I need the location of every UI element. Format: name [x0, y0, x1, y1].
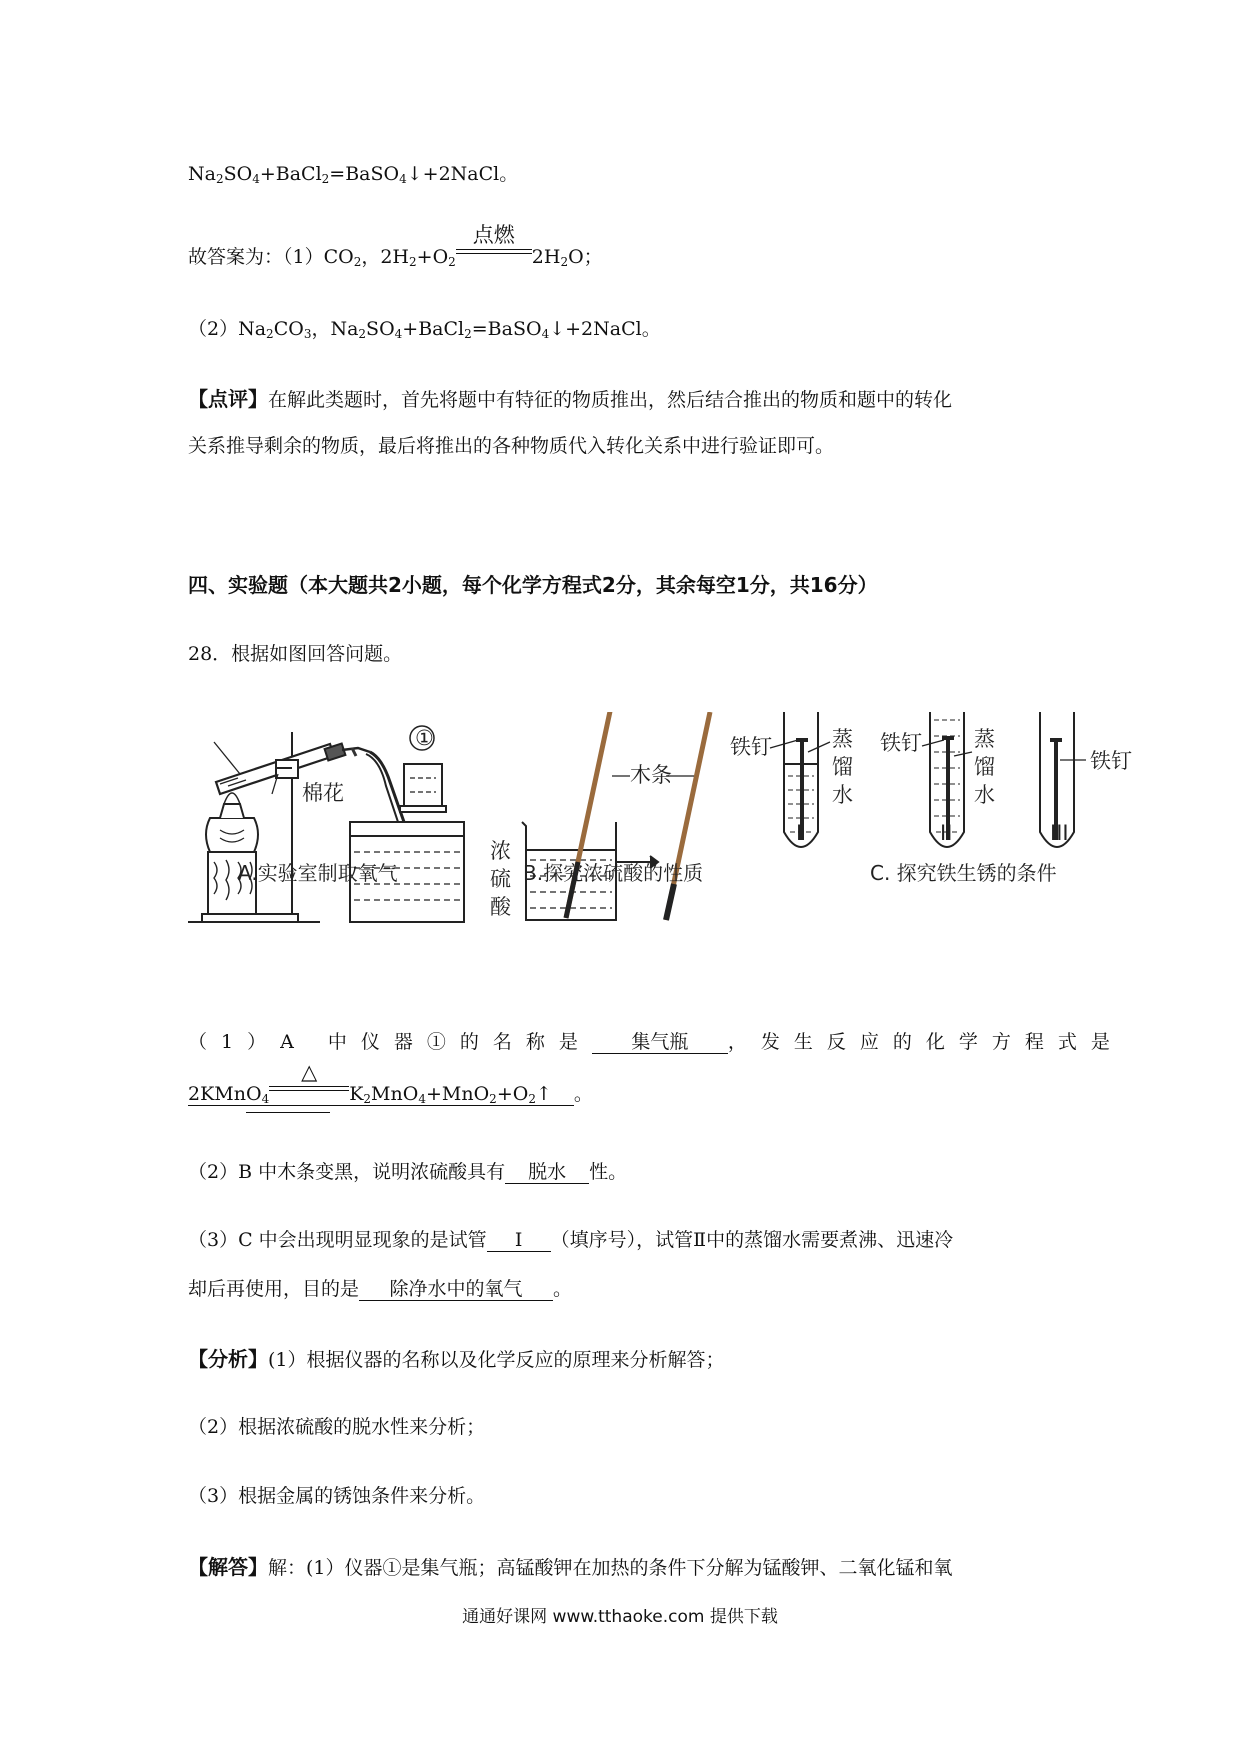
solution-tag: 【解答】 — [188, 1555, 268, 1579]
experiment-figure — [180, 712, 1240, 1002]
label-tube-2: II — [940, 821, 953, 845]
label-tube-3: III — [1050, 821, 1069, 845]
answer-3b-line: 却后再使用，目的是 除净水中的氧气 。 — [188, 1278, 573, 1300]
label-tube-1: I — [796, 821, 803, 845]
label-water-2a: 蒸 — [974, 727, 995, 751]
answer-1-equation: 2KMnO$_4$ △ $K_2MnO_4+MnO_2+O_2↑$ 。 — [188, 1060, 593, 1106]
answer-blank-4: 除净水中的氧气 — [359, 1280, 553, 1301]
review-tag: 【点评】 — [188, 387, 268, 411]
analysis-line-3: （3）根据金属的锈蚀条件来分析。 — [188, 1485, 486, 1507]
equation-underline-extra — [246, 1112, 330, 1113]
analysis-tag: 【分析】 — [188, 1347, 268, 1371]
review-line-1: 【点评】在解此类题时，首先将题中有特征的物质推出，然后结合推出的物质和题中的转化 — [188, 387, 953, 411]
label-water-1a: 蒸 — [832, 727, 853, 751]
label-acid-2: 硫 — [490, 867, 511, 891]
solution-line-1: 【解答】解：(1）仪器①是集气瓶；高锰酸钾在加热的条件下分解为锰酸钾、二氧化锰和氧 — [188, 1555, 953, 1579]
label-water-2c: 水 — [974, 783, 995, 807]
caption-c: C. 探究铁生锈的条件 — [870, 861, 1057, 885]
section-title: 四、实验题（本大题共2小题，每个化学方程式2分，其余每空1分，共16分） — [188, 573, 878, 597]
label-water-1c: 水 — [832, 783, 853, 807]
label-water-2b: 馏 — [974, 755, 995, 779]
page-footer: 通通好课网 www.tthaoke.com 提供下载 — [462, 1607, 778, 1627]
caption-b: B.探究浓硫酸的性质 — [523, 861, 704, 885]
label-nail-1: 铁钉 — [730, 735, 772, 759]
question-28: 28．根据如图回答问题。 — [188, 643, 403, 665]
label-circle-1: ① — [415, 726, 434, 750]
label-stick: 木条 — [630, 763, 672, 787]
reaction-condition: 点燃 — [456, 243, 532, 265]
analysis-line-1: 【分析】(1）根据仪器的名称以及化学反应的原理来分析解答； — [188, 1347, 725, 1371]
equation-line-1: $Na_2SO_4+BaCl_2=BaSO_4↓+2NaCl$。 — [188, 163, 519, 186]
label-water-1b: 馏 — [832, 755, 853, 779]
answer-2-line: （2）B 中木条变黑，说明浓硫酸具有 脱水 性。 — [188, 1161, 628, 1183]
answer-3-line: （3）C 中会出现明显现象的是试管 I （填序号），试管Ⅱ中的蒸馏水需要煮沸、迅速冷 — [188, 1229, 954, 1251]
label-nail-3: 铁钉 — [1090, 749, 1132, 773]
analysis-line-2: （2）根据浓硫酸的脱水性来分析； — [188, 1416, 486, 1438]
label-acid-3: 酸 — [490, 895, 511, 919]
label-cotton: 棉花 — [302, 781, 344, 805]
review-line-2: 关系推导剩余的物质，最后将推出的各种物质代入转化关系中进行验证即可。 — [188, 435, 835, 457]
answer-blank-3: I — [487, 1231, 551, 1252]
equation-blank: 2KMnO$_4$ △ $K_2MnO_4+MnO_2+O_2↑$ — [188, 1080, 574, 1106]
label-acid-1: 浓 — [490, 839, 511, 863]
answer-blank-1: 集气瓶 — [592, 1033, 728, 1054]
answer-blank-2: 脱水 — [505, 1163, 589, 1184]
answer-line-2: $(2)Na_2CO_3$，$Na_2SO_4+BaCl_2=BaSO_4↓+2NaCl$。 — [188, 318, 661, 341]
heat-condition: △ — [269, 1080, 349, 1102]
answer-line-1: 故答案为：$(1)CO_2$，$2H_2+O_2$ 点燃 $2H_2O$； — [188, 223, 603, 269]
caption-a: A.实验室制取氧气 — [238, 861, 398, 885]
answer-1-line: （1）A 中仪器①的名称是 集气瓶 ，发生反应的化学方程式是 — [188, 1031, 1124, 1053]
label-nail-2: 铁钉 — [880, 731, 922, 755]
